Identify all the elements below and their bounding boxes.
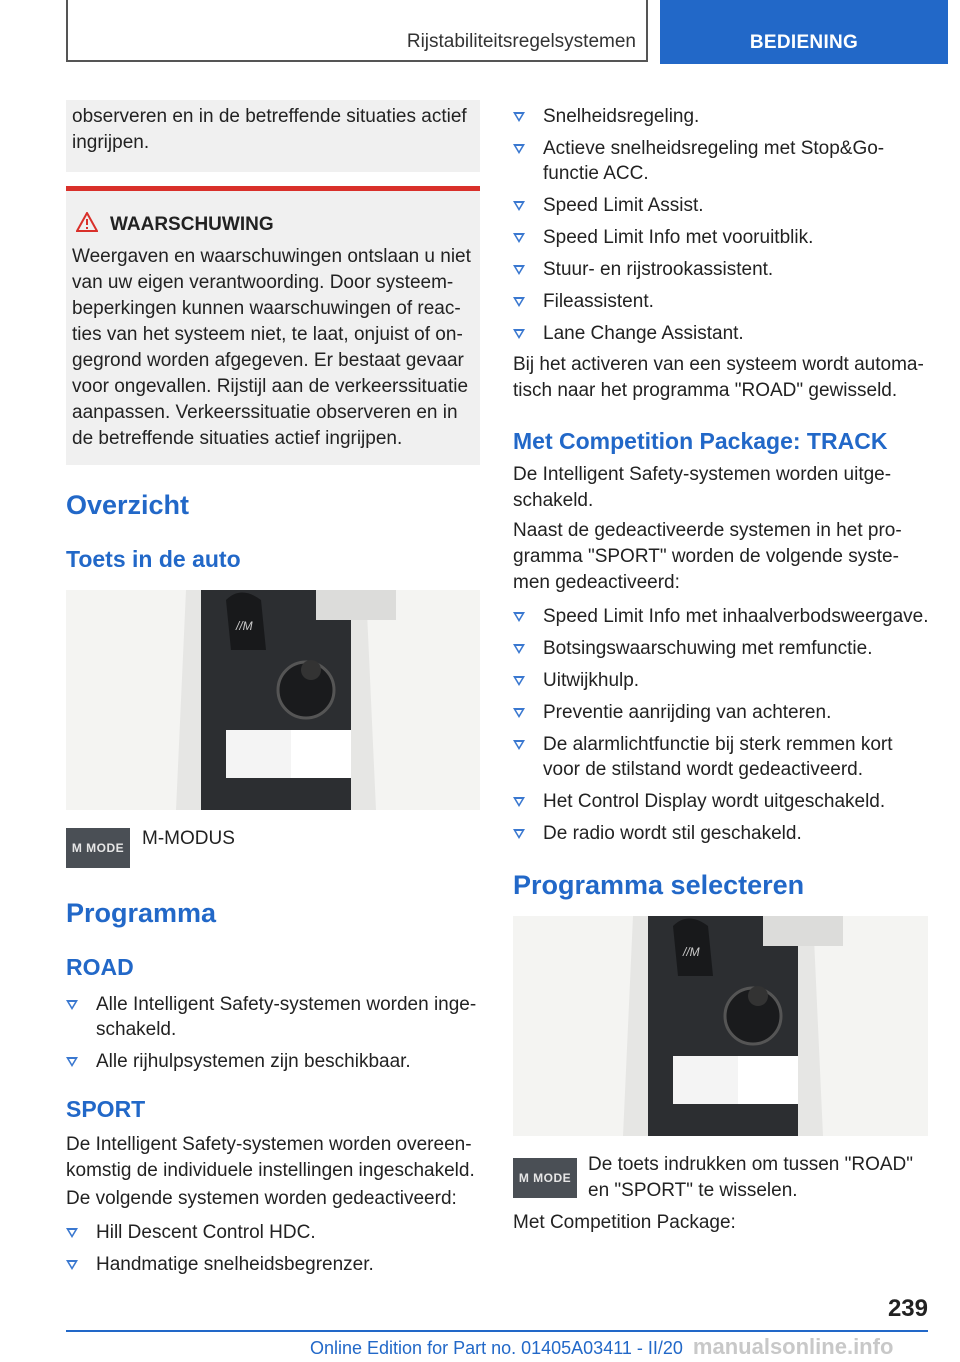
track-list: [513, 604, 933, 853]
road-switch-paragraph: Bij het activeren van een systeem wordt automatisch naar het programma "ROAD" gewisseld.: [513, 354, 924, 401]
warning-text: Weergaven en waarschuwingen ontslaan u niet van uw eigen verantwoording. Door systeembeperkingen kunnen waarschuwingen of reacties van het systeem niet, te laat, onjuist of ongegrond worden afgegeven. Er bestaat gevaar voor ongevallen. Rijstijl aan de verkeerssituatie aanpassen. Verkeerssituatie observeren en in de betreffende situaties actief ingrijpen.: [72, 246, 471, 449]
bullet-triangle-icon: [66, 1000, 78, 1010]
list-item: Alle Intelligent Safety-systemen worden ingeschakeld.: [66, 992, 480, 1042]
list-item: Stuur- en rijstrookassistent.: [513, 257, 928, 282]
heading-programma: Programma: [66, 898, 217, 928]
competition-line: Met Competition Package:: [513, 1212, 736, 1233]
list-item: Actieve snelheidsregeling met Stop&Go-functie ACC.: [513, 136, 928, 186]
heading-road: ROAD: [66, 954, 134, 980]
bullet-triangle-icon: [513, 676, 525, 686]
bullet-triangle-icon: [66, 1057, 78, 1067]
bullet-triangle-icon: [513, 233, 525, 243]
bullet-triangle-icon: [513, 112, 525, 122]
section-title: Rijstabiliteitsregelsystemen: [406, 31, 636, 52]
bullet-triangle-icon: [513, 201, 525, 211]
list-item: Lane Change Assistant.: [513, 321, 928, 346]
bullet-triangle-icon: [513, 297, 525, 307]
heading-overzicht: Overzicht: [66, 490, 190, 520]
bullet-triangle-icon: [66, 1228, 78, 1238]
watermark: manualsonline.info: [692, 1334, 894, 1359]
list-item: Speed Limit Assist.: [513, 193, 928, 218]
console-photo-2: [513, 916, 928, 1136]
heading-sport: SPORT: [66, 1096, 146, 1122]
list-item: Botsingswaarschuwing met remfunctie.: [513, 636, 933, 661]
list-item: Uitwijkhulp.: [513, 668, 933, 693]
console-photo-1: [66, 590, 480, 810]
list-item: Speed Limit Info met vooruitblik.: [513, 225, 928, 250]
heading-track: Met Competition Package: TRACK: [513, 428, 888, 454]
page-number: 239: [887, 1295, 928, 1322]
bullet-triangle-icon: [513, 829, 525, 839]
road-list: [66, 992, 480, 1081]
track-paragraph-1: De Intelligent Safety-systemen worden uitgeschakeld.: [513, 464, 892, 511]
sport-list: [66, 1220, 480, 1284]
list-item: De alarmlichtfunctie bij sterk remmen kort voor de stilstand wordt gedeactiveerd.: [513, 732, 933, 782]
warning-triangle-icon: [76, 212, 98, 237]
m-mode-button-icon: M MODE: [66, 828, 130, 868]
list-item: De radio wordt stil geschakeld.: [513, 821, 933, 846]
bullet-triangle-icon: [513, 612, 525, 622]
list-item: Preventie aanrijding van achteren.: [513, 700, 933, 725]
sport-paragraph-1: De Intelligent Safety-systemen worden overeenkomstig de individuele instellingen ingeschakeld.: [66, 1134, 475, 1181]
bullet-triangle-icon: [513, 644, 525, 654]
list-item: Fileassistent.: [513, 289, 928, 314]
bullet-triangle-icon: [513, 797, 525, 807]
svg-text://M: //M: [683, 945, 700, 959]
select-caption: De toets indrukken om tussen "ROAD" en "SPORT" te wisselen.: [588, 1154, 914, 1201]
chapter-tab[interactable]: BEDIENING: [660, 0, 948, 64]
bullet-triangle-icon: [513, 740, 525, 750]
footer-edition: Online Edition for Part no. 01405A03411 - II/20 manualsonline.info: [310, 1334, 894, 1359]
heading-programma-selecteren: Programma selecteren: [513, 870, 805, 900]
m-mode-button-icon-2: M MODE: [513, 1158, 577, 1198]
sport-paragraph-2: De volgende systemen worden gedeactiveerd:: [66, 1188, 457, 1209]
road-systems-list: [513, 104, 928, 353]
list-item: Snelheidsregeling.: [513, 104, 928, 129]
footer-divider: [66, 1330, 928, 1332]
list-item: Het Control Display wordt uitgeschakeld.: [513, 789, 933, 814]
list-item: Handmatige snelheidsbegrenzer.: [66, 1252, 480, 1277]
warning-title: WAARSCHUWING: [110, 214, 274, 235]
note-box-text: observeren en in de betreffende situaties actief ingrijpen.: [72, 106, 467, 153]
bullet-triangle-icon: [513, 329, 525, 339]
track-paragraph-2: Naast de gedeactiveerde systemen in het programma "SPORT" worden de volgende systemen gedeactiveerd:: [513, 520, 902, 593]
svg-text://M: //M: [236, 619, 253, 633]
bullet-triangle-icon: [513, 265, 525, 275]
bullet-triangle-icon: [513, 708, 525, 718]
list-item: Speed Limit Info met inhaalverbodsweergave.: [513, 604, 933, 629]
list-item: Alle rijhulpsystemen zijn beschikbaar.: [66, 1049, 480, 1074]
m-modus-caption: M-MODUS: [142, 828, 235, 849]
bullet-triangle-icon: [66, 1260, 78, 1270]
list-item: Hill Descent Control HDC.: [66, 1220, 480, 1245]
bullet-triangle-icon: [513, 144, 525, 154]
heading-toets: Toets in de auto: [66, 546, 241, 572]
